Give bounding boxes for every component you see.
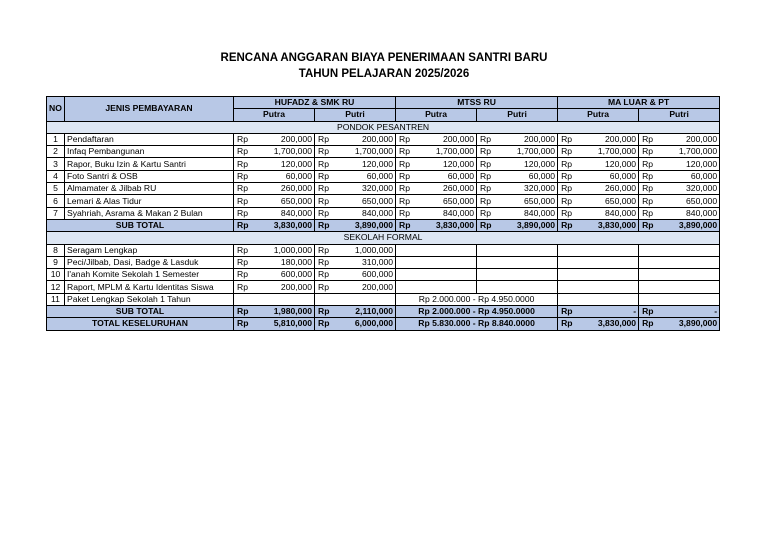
table-row bbox=[47, 146, 720, 158]
row-name: Peci/Jilbab, Dasi, Badge & Lasduk bbox=[65, 256, 234, 268]
currency: Rp bbox=[558, 133, 579, 145]
currency: Rp bbox=[234, 269, 255, 281]
amount: - bbox=[579, 306, 639, 318]
header-sub: Putra bbox=[234, 109, 315, 121]
empty-cell bbox=[558, 281, 639, 293]
currency: Rp bbox=[315, 133, 336, 145]
currency: Rp bbox=[315, 306, 336, 318]
currency: Rp bbox=[558, 195, 579, 207]
row-name: Pendaftaran bbox=[65, 133, 234, 145]
empty-cell bbox=[477, 244, 558, 256]
currency: Rp bbox=[558, 207, 579, 219]
row-name: Foto Santri & OSB bbox=[65, 170, 234, 182]
currency: Rp bbox=[234, 219, 255, 231]
currency: Rp bbox=[315, 170, 336, 182]
currency: Rp bbox=[477, 170, 498, 182]
empty-cell bbox=[558, 293, 639, 305]
amount: 1,000,000 bbox=[255, 244, 315, 256]
table-row bbox=[47, 207, 720, 219]
header-sub: Putri bbox=[639, 109, 720, 121]
currency: Rp bbox=[477, 146, 498, 158]
total-label: TOTAL KESELURUHAN bbox=[47, 318, 234, 330]
currency: Rp bbox=[234, 318, 255, 330]
table-row bbox=[47, 244, 720, 256]
currency: Rp bbox=[639, 207, 660, 219]
total-row bbox=[47, 318, 720, 330]
currency: Rp bbox=[234, 170, 255, 182]
amount: 1,700,000 bbox=[498, 146, 558, 158]
currency: Rp bbox=[396, 207, 417, 219]
currency: Rp bbox=[396, 146, 417, 158]
amount: 1,700,000 bbox=[336, 146, 396, 158]
currency: Rp bbox=[315, 256, 336, 268]
currency: Rp bbox=[234, 306, 255, 318]
amount: 3,830,000 bbox=[579, 219, 639, 231]
row-name: Almamater & Jilbab RU bbox=[65, 183, 234, 195]
row-no: 11 bbox=[47, 293, 65, 305]
empty-cell bbox=[558, 269, 639, 281]
currency: Rp bbox=[477, 158, 498, 170]
row-no: 2 bbox=[47, 146, 65, 158]
currency: Rp bbox=[477, 133, 498, 145]
amount: 260,000 bbox=[579, 183, 639, 195]
row-no: 3 bbox=[47, 158, 65, 170]
amount: 840,000 bbox=[336, 207, 396, 219]
amount: 200,000 bbox=[336, 133, 396, 145]
empty-cell bbox=[396, 269, 477, 281]
amount: 60,000 bbox=[336, 170, 396, 182]
empty-cell bbox=[315, 293, 396, 305]
currency: Rp bbox=[477, 219, 498, 231]
currency: Rp bbox=[639, 146, 660, 158]
row-no: 6 bbox=[47, 195, 65, 207]
currency: Rp bbox=[639, 195, 660, 207]
currency: Rp bbox=[558, 146, 579, 158]
currency: Rp bbox=[396, 219, 417, 231]
currency: Rp bbox=[315, 219, 336, 231]
amount: 3,830,000 bbox=[579, 318, 639, 330]
empty-cell bbox=[477, 256, 558, 268]
amount: 200,000 bbox=[255, 133, 315, 145]
currency: Rp bbox=[315, 207, 336, 219]
page-title: RENCANA ANGGARAN BIAYA PENERIMAAN SANTRI BARU bbox=[220, 52, 548, 64]
currency: Rp bbox=[234, 183, 255, 195]
amount: 650,000 bbox=[255, 195, 315, 207]
table-row bbox=[47, 293, 720, 305]
table-row bbox=[47, 195, 720, 207]
currency: Rp bbox=[315, 244, 336, 256]
row-name: Paket Lengkap Sekolah 1 Tahun bbox=[65, 293, 234, 305]
table-row bbox=[47, 269, 720, 281]
row-no: 12 bbox=[47, 281, 65, 293]
empty-cell bbox=[558, 244, 639, 256]
currency: Rp bbox=[639, 158, 660, 170]
amount: 60,000 bbox=[255, 170, 315, 182]
amount: 840,000 bbox=[498, 207, 558, 219]
row-name: Syahriah, Asrama & Makan 2 Bulan bbox=[65, 207, 234, 219]
table-row bbox=[47, 281, 720, 293]
amount: 120,000 bbox=[255, 158, 315, 170]
currency: Rp bbox=[639, 183, 660, 195]
currency: Rp bbox=[396, 195, 417, 207]
amount: 3,890,000 bbox=[660, 219, 720, 231]
amount: 60,000 bbox=[498, 170, 558, 182]
amount: 1,700,000 bbox=[660, 146, 720, 158]
amount: 260,000 bbox=[255, 183, 315, 195]
currency: Rp bbox=[639, 170, 660, 182]
amount: 1,700,000 bbox=[417, 146, 477, 158]
table-row bbox=[47, 158, 720, 170]
section-pondok: PONDOK PESANTREN bbox=[47, 121, 720, 133]
amount: 650,000 bbox=[660, 195, 720, 207]
empty-cell bbox=[477, 269, 558, 281]
amount: 5,810,000 bbox=[255, 318, 315, 330]
subtotal-row bbox=[47, 306, 720, 318]
mtss-range: Rp 2.000.000 - Rp 4.950.0000 bbox=[396, 293, 558, 305]
currency: Rp bbox=[234, 158, 255, 170]
empty-cell bbox=[396, 256, 477, 268]
row-no: 4 bbox=[47, 170, 65, 182]
header-sub: Putra bbox=[396, 109, 477, 121]
empty-cell bbox=[477, 281, 558, 293]
amount: 1,000,000 bbox=[336, 244, 396, 256]
amount: 60,000 bbox=[579, 170, 639, 182]
row-no: 1 bbox=[47, 133, 65, 145]
header-jenis: JENIS PEMBAYARAN bbox=[65, 97, 234, 122]
mtss-range: Rp 2.000.000 - Rp 4.950.0000 bbox=[396, 306, 558, 318]
currency: Rp bbox=[234, 256, 255, 268]
currency: Rp bbox=[639, 133, 660, 145]
row-name: Rapor, Buku Izin & Kartu Santri bbox=[65, 158, 234, 170]
empty-cell bbox=[639, 256, 720, 268]
currency: Rp bbox=[234, 281, 255, 293]
empty-cell bbox=[234, 293, 315, 305]
table-row bbox=[47, 183, 720, 195]
amount: 200,000 bbox=[255, 281, 315, 293]
amount: 320,000 bbox=[498, 183, 558, 195]
amount: 200,000 bbox=[336, 281, 396, 293]
amount: 6,000,000 bbox=[336, 318, 396, 330]
amount: 1,980,000 bbox=[255, 306, 315, 318]
header-group-mtss: MTSS RU bbox=[396, 97, 558, 109]
amount: 200,000 bbox=[417, 133, 477, 145]
currency: Rp bbox=[639, 318, 660, 330]
amount: 60,000 bbox=[417, 170, 477, 182]
subtotal-label: SUB TOTAL bbox=[47, 306, 234, 318]
empty-cell bbox=[396, 244, 477, 256]
amount: 3,830,000 bbox=[417, 219, 477, 231]
amount: 200,000 bbox=[498, 133, 558, 145]
header-row-groups bbox=[47, 97, 720, 109]
currency: Rp bbox=[396, 183, 417, 195]
amount: 650,000 bbox=[336, 195, 396, 207]
row-name: Raport, MPLM & Kartu Identitas Siswa bbox=[65, 281, 234, 293]
empty-cell bbox=[639, 244, 720, 256]
currency: Rp bbox=[315, 183, 336, 195]
currency: Rp bbox=[558, 219, 579, 231]
budget-table bbox=[46, 96, 720, 331]
section-row bbox=[47, 121, 720, 133]
amount: 3,890,000 bbox=[336, 219, 396, 231]
row-no: 9 bbox=[47, 256, 65, 268]
amount: 650,000 bbox=[417, 195, 477, 207]
subtotal-row bbox=[47, 219, 720, 231]
amount: 200,000 bbox=[579, 133, 639, 145]
table-row bbox=[47, 133, 720, 145]
section-row bbox=[47, 232, 720, 244]
currency: Rp bbox=[234, 146, 255, 158]
amount: 200,000 bbox=[660, 133, 720, 145]
currency: Rp bbox=[315, 158, 336, 170]
header-sub: Putri bbox=[477, 109, 558, 121]
amount: 840,000 bbox=[417, 207, 477, 219]
currency: Rp bbox=[315, 146, 336, 158]
row-name: Lemari & Alas Tidur bbox=[65, 195, 234, 207]
empty-cell bbox=[396, 281, 477, 293]
currency: Rp bbox=[315, 195, 336, 207]
amount: 310,000 bbox=[336, 256, 396, 268]
subtotal-label: SUB TOTAL bbox=[47, 219, 234, 231]
header-sub: Putri bbox=[315, 109, 396, 121]
amount: 600,000 bbox=[255, 269, 315, 281]
currency: Rp bbox=[558, 170, 579, 182]
amount: 320,000 bbox=[336, 183, 396, 195]
currency: Rp bbox=[558, 183, 579, 195]
page-subtitle: TAHUN PELAJARAN 2025/2026 bbox=[298, 68, 470, 80]
amount: 120,000 bbox=[498, 158, 558, 170]
row-name: Seragam Lengkap bbox=[65, 244, 234, 256]
currency: Rp bbox=[477, 195, 498, 207]
amount: 840,000 bbox=[255, 207, 315, 219]
currency: Rp bbox=[639, 306, 660, 318]
mtss-range: Rp 5.830.000 - Rp 8.840.0000 bbox=[396, 318, 558, 330]
section-sekolah: SEKOLAH FORMAL bbox=[47, 232, 720, 244]
currency: Rp bbox=[396, 170, 417, 182]
currency: Rp bbox=[396, 133, 417, 145]
currency: Rp bbox=[477, 207, 498, 219]
header-group-ma: MA LUAR & PT bbox=[558, 97, 720, 109]
currency: Rp bbox=[396, 158, 417, 170]
table-row bbox=[47, 170, 720, 182]
currency: Rp bbox=[315, 281, 336, 293]
amount: 120,000 bbox=[660, 158, 720, 170]
row-no: 8 bbox=[47, 244, 65, 256]
header-sub: Putra bbox=[558, 109, 639, 121]
amount: 260,000 bbox=[417, 183, 477, 195]
empty-cell bbox=[639, 269, 720, 281]
header-no: NO bbox=[47, 97, 65, 122]
header-group-hufadz: HUFADZ & SMK RU bbox=[234, 97, 396, 109]
empty-cell bbox=[558, 256, 639, 268]
amount: 3,830,000 bbox=[255, 219, 315, 231]
amount: 600,000 bbox=[336, 269, 396, 281]
amount: 120,000 bbox=[336, 158, 396, 170]
currency: Rp bbox=[558, 306, 579, 318]
currency: Rp bbox=[558, 318, 579, 330]
amount: 2,110,000 bbox=[336, 306, 396, 318]
amount: 1,700,000 bbox=[255, 146, 315, 158]
amount: 120,000 bbox=[579, 158, 639, 170]
amount: 1,700,000 bbox=[579, 146, 639, 158]
amount: 60,000 bbox=[660, 170, 720, 182]
amount: 320,000 bbox=[660, 183, 720, 195]
row-no: 7 bbox=[47, 207, 65, 219]
currency: Rp bbox=[639, 219, 660, 231]
currency: Rp bbox=[234, 207, 255, 219]
amount: 650,000 bbox=[498, 195, 558, 207]
empty-cell bbox=[639, 281, 720, 293]
empty-cell bbox=[639, 293, 720, 305]
amount: 120,000 bbox=[417, 158, 477, 170]
currency: Rp bbox=[315, 269, 336, 281]
row-no: 5 bbox=[47, 183, 65, 195]
currency: Rp bbox=[477, 183, 498, 195]
amount: 840,000 bbox=[579, 207, 639, 219]
row-name: I'anah Komite Sekolah 1 Semester bbox=[65, 269, 234, 281]
amount: 650,000 bbox=[579, 195, 639, 207]
amount: 3,890,000 bbox=[660, 318, 720, 330]
amount: 180,000 bbox=[255, 256, 315, 268]
amount: 840,000 bbox=[660, 207, 720, 219]
row-no: 10 bbox=[47, 269, 65, 281]
currency: Rp bbox=[234, 244, 255, 256]
amount: - bbox=[660, 306, 720, 318]
currency: Rp bbox=[558, 158, 579, 170]
currency: Rp bbox=[234, 133, 255, 145]
table-row bbox=[47, 256, 720, 268]
currency: Rp bbox=[315, 318, 336, 330]
row-name: Infaq Pembangunan bbox=[65, 146, 234, 158]
currency: Rp bbox=[234, 195, 255, 207]
amount: 3,890,000 bbox=[498, 219, 558, 231]
